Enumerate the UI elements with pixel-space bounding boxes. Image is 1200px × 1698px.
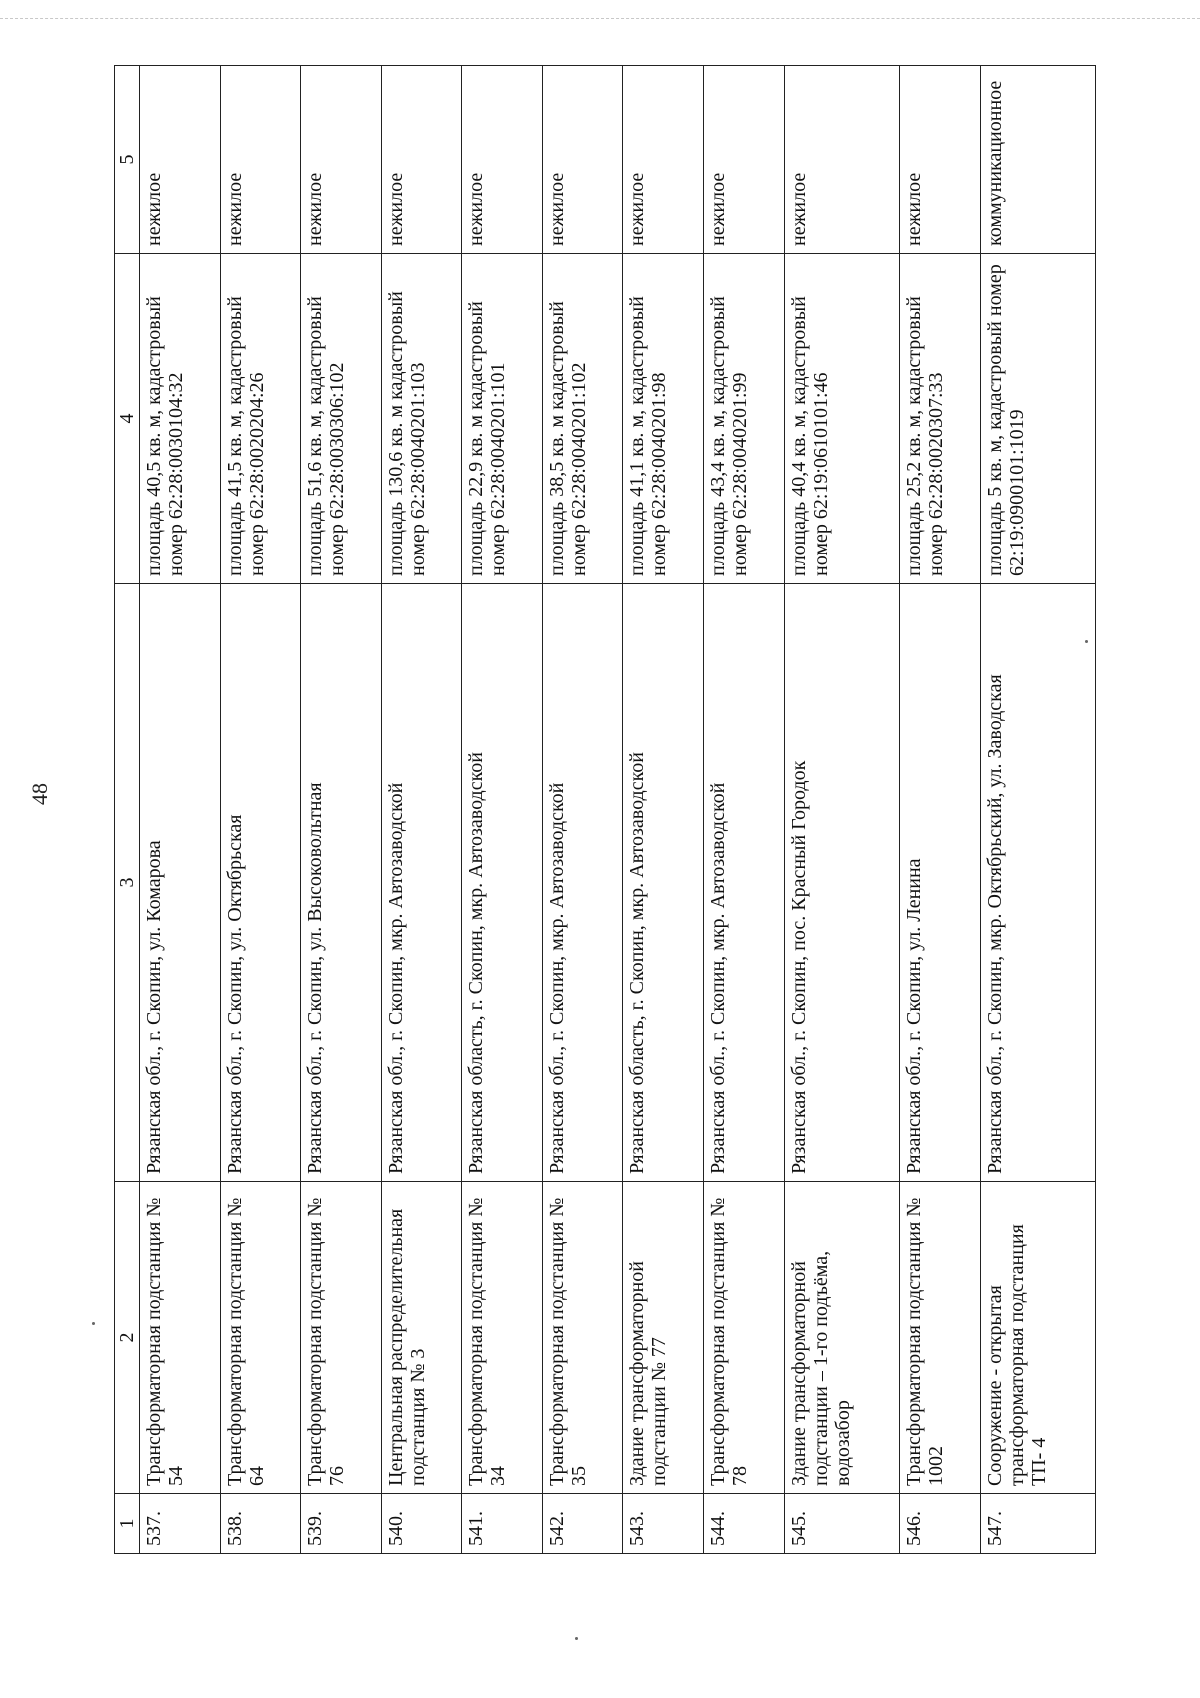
object-details: площадь 38,5 кв. м кадастровый номер 62:28:0040201:102 xyxy=(542,254,623,584)
object-type: нежилое xyxy=(542,66,623,254)
object-name: Трансформаторная подстанция № 76 xyxy=(301,1182,382,1494)
object-details: площадь 130,6 кв. м кадастровый номер 62:28:0040201:103 xyxy=(381,254,462,584)
scan-speck xyxy=(1085,640,1088,643)
property-register-table xyxy=(114,65,1096,1554)
object-name: Трансформаторная подстанция № 1002 xyxy=(899,1182,980,1494)
row-number: 546. xyxy=(899,1494,980,1554)
table-row xyxy=(784,66,899,1554)
table-row xyxy=(381,66,462,1554)
object-address: Рязанская обл., г. Скопин, ул. Комарова xyxy=(140,584,221,1182)
row-number: 538. xyxy=(220,1494,301,1554)
object-address: Рязанская обл., г. Скопин, ул. Ленина xyxy=(899,584,980,1182)
table-row xyxy=(220,66,301,1554)
object-type: нежилое xyxy=(140,66,221,254)
object-name: Трансформаторная подстанция № 78 xyxy=(704,1182,785,1494)
object-name: Трансформаторная подстанция № 35 xyxy=(542,1182,623,1494)
object-address: Рязанская обл., г. Скопин, мкр. Октябрьский, ул. Заводская xyxy=(980,584,1095,1182)
row-number: 539. xyxy=(301,1494,382,1554)
header-cell: 1 xyxy=(115,1494,140,1554)
object-details: площадь 40,4 кв. м, кадастровый номер 62:19:0610101:46 xyxy=(784,254,899,584)
object-type: нежилое xyxy=(784,66,899,254)
header-cell: 5 xyxy=(115,66,140,254)
table-row xyxy=(899,66,980,1554)
object-address: Рязанская обл., г. Скопин, мкр. Автозаводской xyxy=(542,584,623,1182)
object-name: Здание трансформаторной подстанции № 77 xyxy=(623,1182,704,1494)
object-type: нежилое xyxy=(220,66,301,254)
object-address: Рязанская обл., г. Скопин, пос. Красный Городок xyxy=(784,584,899,1182)
row-number: 537. xyxy=(140,1494,221,1554)
object-address: Рязанская область, г. Скопин, мкр. Автозаводской xyxy=(623,584,704,1182)
object-name: Трансформаторная подстанция № 54 xyxy=(140,1182,221,1494)
table-row xyxy=(623,66,704,1554)
object-type: нежилое xyxy=(899,66,980,254)
object-address: Рязанская обл., г. Скопин, мкр. Автозаводской xyxy=(704,584,785,1182)
row-number: 547. xyxy=(980,1494,1095,1554)
object-address: Рязанская обл., г. Скопин, ул. Высоковольтная xyxy=(301,584,382,1182)
page-number: 48 xyxy=(27,783,52,805)
header-cell: 3 xyxy=(115,584,140,1182)
row-number: 545. xyxy=(784,1494,899,1554)
header-cell: 4 xyxy=(115,254,140,584)
object-address: Рязанская область, г. Скопин, мкр. Автозаводской xyxy=(462,584,543,1182)
table-row xyxy=(462,66,543,1554)
scan-speck xyxy=(92,1322,95,1325)
object-type: нежилое xyxy=(301,66,382,254)
rotated-table-wrapper xyxy=(114,66,1096,1554)
object-name: Трансформаторная подстанция № 64 xyxy=(220,1182,301,1494)
object-details: площадь 51,6 кв. м, кадастровый номер 62:28:0030306:102 xyxy=(301,254,382,584)
row-number: 543. xyxy=(623,1494,704,1554)
table-row xyxy=(704,66,785,1554)
row-number: 544. xyxy=(704,1494,785,1554)
object-details: площадь 41,5 кв. м, кадастровый номер 62:28:0020204:26 xyxy=(220,254,301,584)
table-row xyxy=(301,66,382,1554)
object-name: Центральная распределительная подстанция № 3 xyxy=(381,1182,462,1494)
object-details: площадь 40,5 кв. м, кадастровый номер 62:28:0030104:32 xyxy=(140,254,221,584)
object-address: Рязанская обл., г. Скопин, мкр. Автозаводской xyxy=(381,584,462,1182)
table-row xyxy=(542,66,623,1554)
object-address: Рязанская обл., г. Скопин, ул. Октябрьская xyxy=(220,584,301,1182)
object-type: нежилое xyxy=(462,66,543,254)
scan-top-edge xyxy=(0,18,1200,19)
object-details: площадь 25,2 кв. м, кадастровый номер 62:28:0020307:33 xyxy=(899,254,980,584)
object-type: нежилое xyxy=(623,66,704,254)
scan-speck xyxy=(575,1637,578,1640)
row-number: 541. xyxy=(462,1494,543,1554)
object-name: Здание трансформаторной подстанции – 1-го подъёма, водозабор xyxy=(784,1182,899,1494)
table-row xyxy=(980,66,1095,1554)
row-number: 542. xyxy=(542,1494,623,1554)
object-name: Трансформаторная подстанция № 34 xyxy=(462,1182,543,1494)
object-details: площадь 5 кв. м, кадастровый номер 62:19:0900101:1019 xyxy=(980,254,1095,584)
object-type: нежилое xyxy=(704,66,785,254)
object-type: коммуникационное xyxy=(980,66,1095,254)
object-details: площадь 41,1 кв. м, кадастровый номер 62:28:0040201:98 xyxy=(623,254,704,584)
object-name: Сооружение - открытая трансформаторная подстанция ТП- 4 xyxy=(980,1182,1095,1494)
header-row xyxy=(115,66,140,1554)
object-details: площадь 43,4 кв. м, кадастровый номер 62:28:0040201:99 xyxy=(704,254,785,584)
row-number: 540. xyxy=(381,1494,462,1554)
object-type: нежилое xyxy=(381,66,462,254)
header-cell: 2 xyxy=(115,1182,140,1494)
table-row xyxy=(140,66,221,1554)
object-details: площадь 22,9 кв. м кадастровый номер 62:28:0040201:101 xyxy=(462,254,543,584)
